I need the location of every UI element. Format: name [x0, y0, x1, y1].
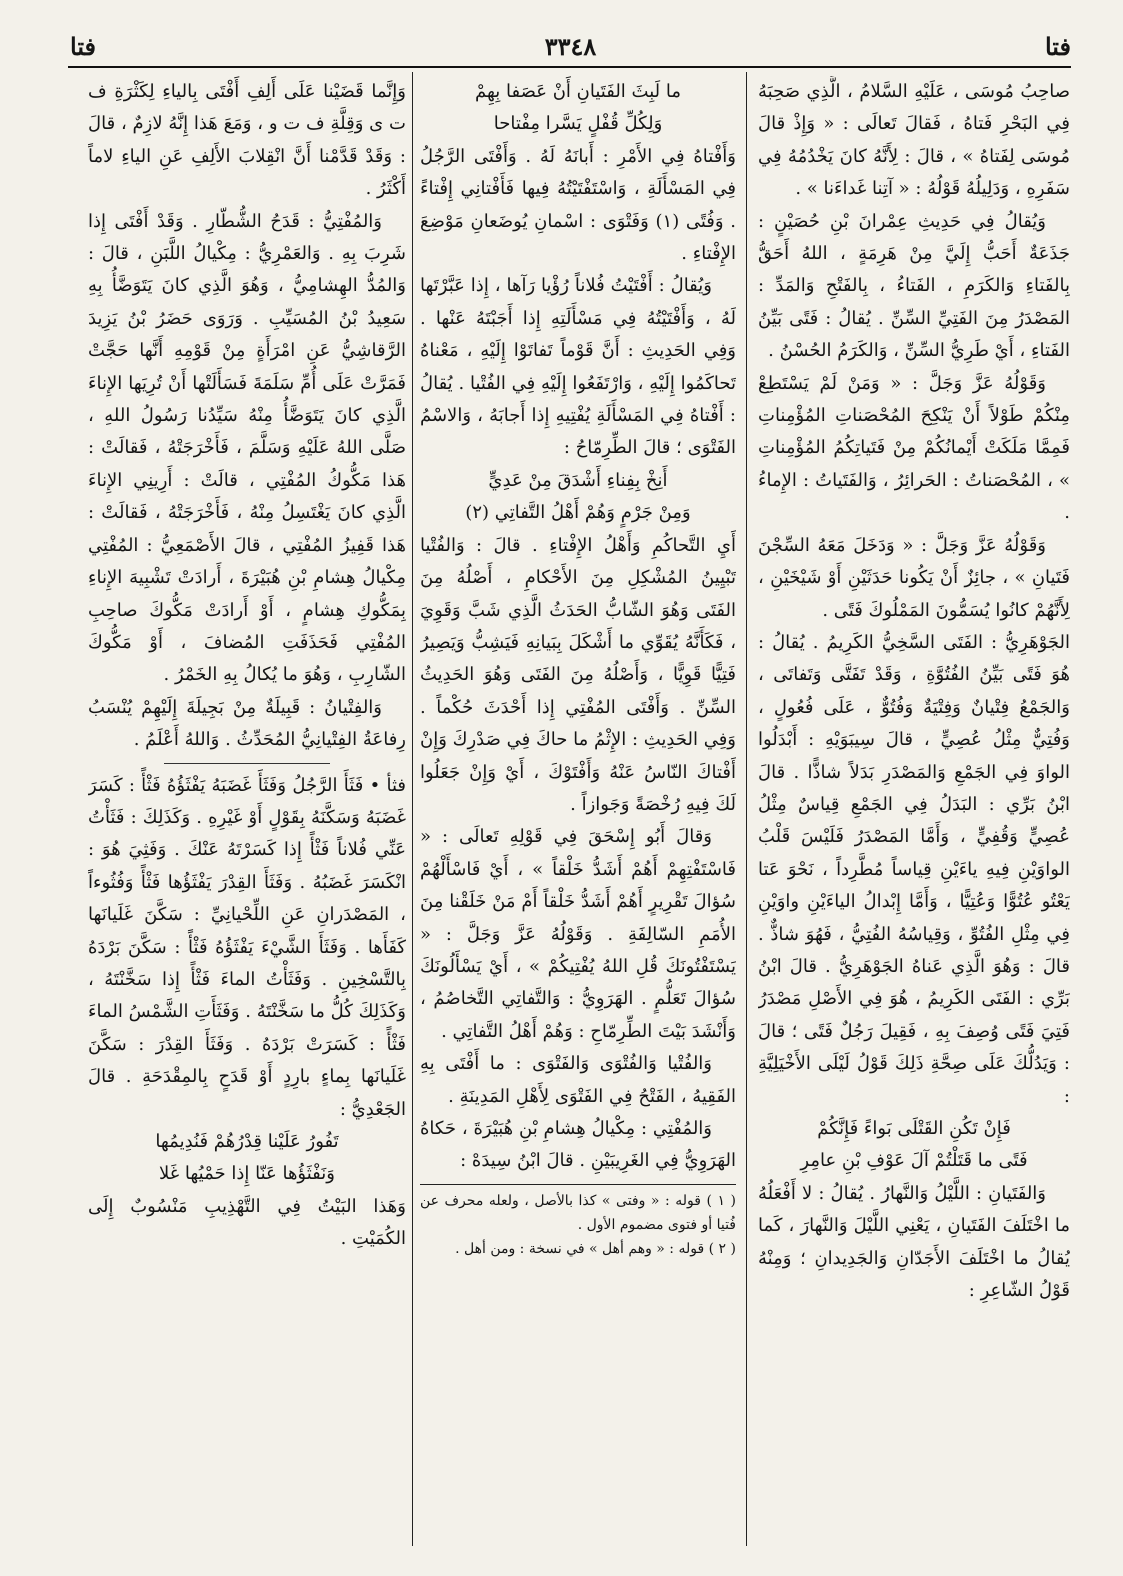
- column-middle: [420, 76, 736, 1552]
- header-keyword-left: فتا: [70, 32, 97, 61]
- paragraph: وَالمُفْتِي : مِكْيالُ هِشامِ بْنِ هُبَيْرَةَ ، حَكاهُ الهَرَوِيُّ فِي الغَرِيبَيْنِ . قالَ ابْنُ سِيدَهْ :: [420, 1118, 736, 1172]
- verse-line: تَفُورُ عَلَيْنا قِدْرُهُمْ فَنُدِيمُها: [155, 1131, 339, 1152]
- paragraph: أَيِ التَّحاكُمِ وَأَهْلُ الإِفْتاءِ . قالَ : وَالفُتْيا تَبْيِينُ المُشْكِلِ مِنَ الأَحْكامِ ، أَصْلُهُ مِنَ الفَتَى وَهُوَ الشّابُّ الحَدَثُ الَّذِي شَبَّ وَقَوِيَ ، فَكَأَنَّهُ يُقَوِّي ما أَشْكَلَ بِبَيانِهِ فَيَشِبُّ وَيَصِيرُ فَتِيًّا قَوِيًّا ، وَأَصْلُهُ مِنَ الفَتَى وَهُوَ الحَدِيثُ السِّنِّ . وَأَفْتَى المُفْتِي إِذا أَحْدَثَ حُكْماً . وَفِي الحَدِيثِ : الإِثْمُ ما حاكَ فِي صَدْرِكَ وَإِنْ أَفْتاكَ النّاسُ عَنْهُ وَأَفْتَوْكَ ، أَيْ وَإِنْ جَعَلُوا لَكَ فِيهِ رُخْصَةً وَجَوازاً .: [420, 534, 736, 815]
- footnote: ( ٢ ) قوله : « وهم أهل » في نسخة : ومن أهل .: [455, 1240, 736, 1257]
- page-number: ٣٣٤٨: [544, 32, 597, 61]
- paragraph: وَقَوْلُهُ عَزَّ وَجَلَّ : « وَدَخَلَ مَعَهُ السِّجْنَ فَتَيانِ » ، جائِزٌ أَنْ يَكُونا حَدَثَيْنِ أَوْ شَيْخَيْنِ ، لِأَنَّهُمْ كانُوا يُسَمُّونَ المَمْلُوكَ فَتًى .: [758, 534, 1070, 621]
- paragraph: وَقالَ أَبُو إِسْحَقَ فِي قَوْلِهِ تَعالَى : « فَاسْتَفْتِهِمْ أَهُمْ أَشَدُّ خَلْقاً » ، أَيْ فَاسْأَلْهُمْ سُؤالَ تَقْرِيرٍ أَهُمْ أَشَدُّ خَلْقاً أَمْ مَنْ خَلَقْنا مِنَ الأُمَمِ السّالِفَةِ . وَقَوْلُهُ عَزَّ وَجَلَّ : « يَسْتَفْتُونَكَ قُلِ اللهُ يُفْتِيكُمْ » ، أَيْ يَسْأَلُونَكَ سُؤالَ تَعَلُّمٍ . الهَرَوِيُّ : وَالتَّفاتِي التَّخاصُمُ ، وَأَنْشَدَ بَيْتَ الطِّرِمّاحِ : وَهُمْ أَهْلُ التَّفاتِي .: [420, 826, 736, 1042]
- footnote-rule: [420, 1184, 736, 1185]
- paragraph: وَهَذا البَيْتُ فِي التَّهْذِيبِ مَنْسُوبٌ إِلَى الكُمَيْتِ .: [88, 1195, 406, 1250]
- column-left: [88, 76, 406, 1552]
- paragraph: وَالمُفْتِيُّ : قَدَحُ الشُّطّارِ . وَقَدْ أَفْتَى إِذا شَرِبَ بِهِ . وَالعَمْرِيُّ : مِكْيالُ اللَّبَنِ ، قالَ : وَالمُدُّ الهِشامِيُّ ، وَهُوَ الَّذِي كانَ يَتَوَضَّأُ بِهِ سَعِيدُ بْنُ المُسَيِّبِ . وَرَوَى حَضَرُ بْنُ يَزِيدَ الرَّقاشِيُّ عَنِ امْرَأَةٍ مِنْ قَوْمِهِ أَنَّها حَجَّتْ فَمَرَّتْ عَلَى أُمِّ سَلَمَةَ فَسَأَلَتْها أَنْ تُرِيَها الإِناءَ الَّذِي كانَ يَتَوَضَّأُ مِنْهُ سَيِّدُنا رَسُولُ اللهِ ، صَلَّى اللهُ عَلَيْهِ وَسَلَّمَ ، فَأَخْرَجَتْهُ ، فَقالَتْ : هَذا مَكُّوكُ المُفْتِي ، قالَتْ : أَرِينِي الإِناءَ الَّذِي كانَ يَغْتَسِلُ مِنْهُ ، فَأَخْرَجَتْهُ ، فَقالَتْ : هَذا قَفِيزُ المُفْتِي ، قالَ الأَصْمَعِيُّ : المُفْتِي مِكْيالُ هِشامِ بْنِ هُبَيْرَةَ ، أَرادَتْ تَشْبِيهَ الإِناءِ بِمَكُّوكِ هِشامٍ ، أَوْ أَرادَتْ مَكُّوكَ صاحِبِ المُفْتِي فَحَذَفَتِ المُضافَ ، أَوْ مَكُّوكَ الشّارِبِ ، وَهُوَ ما يُكالُ بِهِ الخَمْرُ .: [88, 210, 406, 686]
- header-keyword-right: فتا: [1044, 32, 1071, 61]
- paragraph: وَيُقالُ فِي حَدِيثِ عِمْرانَ بْنِ حُصَيْنٍ : جَذَعَةٌ أَحَبُّ إِلَيَّ مِنْ هَرِمَةٍ ، اللهُ أَحَقُّ بِالفَتاءِ وَالكَرَمِ ، الفَتاءُ ، بِالفَتْحِ وَالمَدِّ : المَصْدَرُ مِنَ الفَتِيِّ السِّنِّ . يُقالُ : فَتًى بَيِّنُ الفَتاءِ ، أَيْ طَرِيُّ السِّنِّ ، وَالكَرَمُ الحُسْنُ .: [758, 210, 1070, 362]
- column-right: [758, 76, 1070, 1552]
- entry-paragraph: فثأ • فَثَأَ الرَّجُلُ وَفَثَأَ غَضَبَهُ يَفْثَؤُهُ فَثْأً : كَسَرَ غَضَبَهُ وَسَكَّنَهُ بِقَوْلٍ أَوْ غَيْرِهِ . وَكَذَلِكَ : فَثَأْتُ عَنِّي فُلاناً فَثْأً إِذا كَسَرْتَهُ عَنْكَ . وَفَثِيَ هُوَ : انْكَسَرَ غَضَبُهُ . وَفَثَأَ القِدْرَ يَفْثَؤُها فَثْأً وَفُثُوءاً ، المَصْدَرانِ عَنِ اللِّحْيانِيِّ : سَكَّنَ غَلَيانَها كَفَأَها . وَفَثَأَ الشَّيْءَ يَفْثَؤُهُ فَثْأً : سَكَّنَ بَرْدَهُ بِالتَّسْخِينِ . وَفَثَأْتُ الماءَ فَثْأً إِذا سَخَّنْتَهُ ، وَكَذَلِكَ كُلُّ ما سَخَّنْتَهُ . وَفَثَأَتِ الشَّمْسُ الماءَ فَثْأً : كَسَرَتْ بَرْدَهُ . وَفَثَأَ القِدْرَ : سَكَّنَ غَلَيانَها بِماءٍ بارِدٍ أَوْ قَدَحٍ بِالمِقْدَحَةِ . قالَ الجَعْدِيُّ :: [88, 774, 406, 1120]
- column-divider: [746, 72, 747, 1546]
- paragraph: وَقَوْلُهُ عَزَّ وَجَلَّ : « وَمَنْ لَمْ يَسْتَطِعْ مِنْكُمْ طَوْلاً أَنْ يَنْكِحَ المُحْصَناتِ المُؤْمِناتِ فَمِمَّا مَلَكَتْ أَيْمانُكُمْ مِنْ فَتَياتِكُمُ المُؤْمِناتِ » ، المُحْصَناتُ : الحَرائِرُ ، وَالفَتَياتُ : الإِماءُ .: [758, 372, 1070, 524]
- verse-line: أَنِخْ بِفِناءِ أَشْدَقَ مِنْ عَدِيٍّ: [488, 469, 668, 491]
- page-header: [70, 30, 1071, 64]
- verse-line: وَلِكُلِّ قُفْلٍ يَسَّرا مِفْتاحا: [493, 113, 663, 135]
- paragraph: صاحِبُ مُوسَى ، عَلَيْهِ السَّلامُ ، الَّذِي صَحِبَهُ فِي البَحْرِ فَتاهُ ، فَقالَ تَعالَى : « وَإِذْ قالَ مُوسَى لِفَتاهُ » ، قالَ : لِأَنَّهُ كانَ يَخْدُمُهُ فِي سَفَرِهِ ، وَدَلِيلُهُ قَوْلُهُ : « آتِنا غَداءَنا » .: [758, 81, 1070, 200]
- footnote: ( ١ ) قوله : « وفتى » كذا بالأصل ، ولعله محرف عن فُتيا أو فتوى مضموم الأول .: [420, 1192, 736, 1233]
- paragraph: وَالفِتْيانُ : قَبِيلَةٌ مِنْ بَجِيلَةَ إِلَيْهِمْ يُنْسَبُ رِفاعَةُ الفِتْيانِيُّ المُحَدِّثُ . وَاللهُ أَعْلَمُ .: [88, 696, 406, 751]
- paragraph: وَيُقالُ : أَفْتَيْتُ فُلاناً رُؤْيا رَآها ، إِذا عَبَّرْتَها لَهُ ، وَأَفْتَيْتُهُ فِي مَسْأَلَتِهِ إِذا أَجَبْتَهُ عَنْها . وَفِي الحَدِيثِ : أَنَّ قَوْماً تَفاتَوْا إِلَيْهِ ، مَعْناهُ تَحاكَمُوا إِلَيْهِ ، وَارْتَفَعُوا إِلَيْهِ فِي الفُتْيا . يُقالُ : أَفْتاهُ فِي المَسْأَلَةِ يُفْتِيهِ إِذا أَجابَهُ ، وَالاسْمُ الفَتْوَى ؛ قالَ الطِّرِمّاحُ :: [420, 275, 736, 459]
- verse-line: فَإِنْ تَكُنِ القَتْلَى بَواءً فَإِنَّكُمْ: [817, 1118, 1011, 1139]
- verse-line: وَمِنْ جَرْمٍ وَهُمْ أَهْلُ التَّفاتِي (٢): [465, 502, 691, 524]
- verse-line: ما لَبِثَ الفَتَيانِ أَنْ عَصَفا بِهِمْ: [475, 81, 681, 102]
- paragraph: وَأَفْتاهُ فِي الأَمْرِ : أَبانَهُ لَهُ . وَأَفْتَى الرَّجُلُ فِي المَسْأَلَةِ ، وَاسْتَفْتَيْتُهُ فِيها فَأَفْتانِي إِفْتاءً . وَفُتًى (١) وَفَتْوَى : اسْمانِ يُوضَعانِ مَوْضِعَ الإِفْتاءِ .: [420, 145, 736, 265]
- header-rule: [68, 66, 1071, 68]
- paragraph: وَالفُتْيا وَالفُتْوَى وَالفَتْوَى : ما أَفْتَى بِهِ الفَقِيهُ ، الفَتْحُ فِي الفَتْوَى لِأَهْلِ المَدِينَةِ .: [420, 1053, 736, 1107]
- entry-separator: [164, 763, 329, 764]
- paragraph: وَإِنَّما قَضَيْنا عَلَى أَلِفِ أَفْتَى بِالياءِ لِكَثْرَةِ ف ت ى وَقِلَّةِ ف ت و ، وَمَعَ هَذا إِنَّهُ لازِمٌ ، قالَ : وَقَدْ قَدَّمْنا أَنَّ انْقِلابَ الأَلِفِ عَنِ الياءِ لاماً أَكْثَرُ .: [88, 81, 406, 200]
- verse-line: فَتًى ما قَتَلْتُمْ آلَ عَوْفِ بْنِ عامِرِ: [800, 1150, 1028, 1172]
- verse-line: وَنَفْثَؤُها عَنّا إِذا حَمْيُها غَلا: [159, 1163, 335, 1185]
- paragraph: الجَوْهَرِيُّ : الفَتَى السَّخِيُّ الكَرِيمُ . يُقالُ : هُوَ فَتًى بَيِّنُ الفُتُوَّةِ ، وَقَدْ تَفَتَّى وَتَفاتَى ، وَالجَمْعُ فِتْيانٌ وَفِتْيَةٌ وَفُتُوٌّ ، عَلَى فُعُولٍ ، وَفُتِيٌّ مِثْلُ عُصِيٍّ ، قالَ سِيبَوَيْهِ : أَبْدَلُوا الواوَ فِي الجَمْعِ وَالمَصْدَرِ بَدَلاً شاذًّا . قالَ ابْنُ بَرِّي : البَدَلُ فِي الجَمْعِ قِياسٌ مِثْلُ عُصِيٍّ وَقُفِيٍّ ، وَأَمَّا المَصْدَرُ فَلَيْسَ قَلْبُ الواوَيْنِ فِيهِ ياءَيْنِ قِياساً مُطَّرِداً ، نَحْوَ عَتا يَعْتُو عُتُوًّا وَعُتِيًّا ، وَأَمَّا إِبْدالُ الياءَيْنِ واوَيْنِ فِي مِثْلِ الفُتُوِّ ، وَقِياسُهُ الفُتِيُّ ، فَهُوَ شاذٌّ . قالَ : وَهُوَ الَّذِي عَناهُ الجَوْهَرِيُّ . قالَ ابْنُ بَرِّي : الفَتَى الكَرِيمُ ، هُوَ فِي الأَصْلِ مَصْدَرُ فَتِيَ فَتًى وُصِفَ بِهِ ، فَقِيلَ رَجُلٌ فَتًى ؛ قالَ : وَيَدُلُّكَ عَلَى صِحَّةِ ذَلِكَ قَوْلُ لَيْلَى الأَخْيَلِيَّةِ :: [758, 631, 1070, 1107]
- paragraph: وَالفَتَيانِ : اللَّيْلُ وَالنَّهارُ . يُقالُ : لا أَفْعَلُهُ ما اخْتَلَفَ الفَتَيانِ ، يَعْنِي اللَّيْلَ وَالنَّهارَ ، كَما يُقالُ ما اخْتَلَفَ الأَجَدّانِ وَالجَدِيدانِ ؛ وَمِنْهُ قَوْلُ الشّاعِرِ :: [758, 1182, 1070, 1302]
- column-divider: [412, 72, 413, 1546]
